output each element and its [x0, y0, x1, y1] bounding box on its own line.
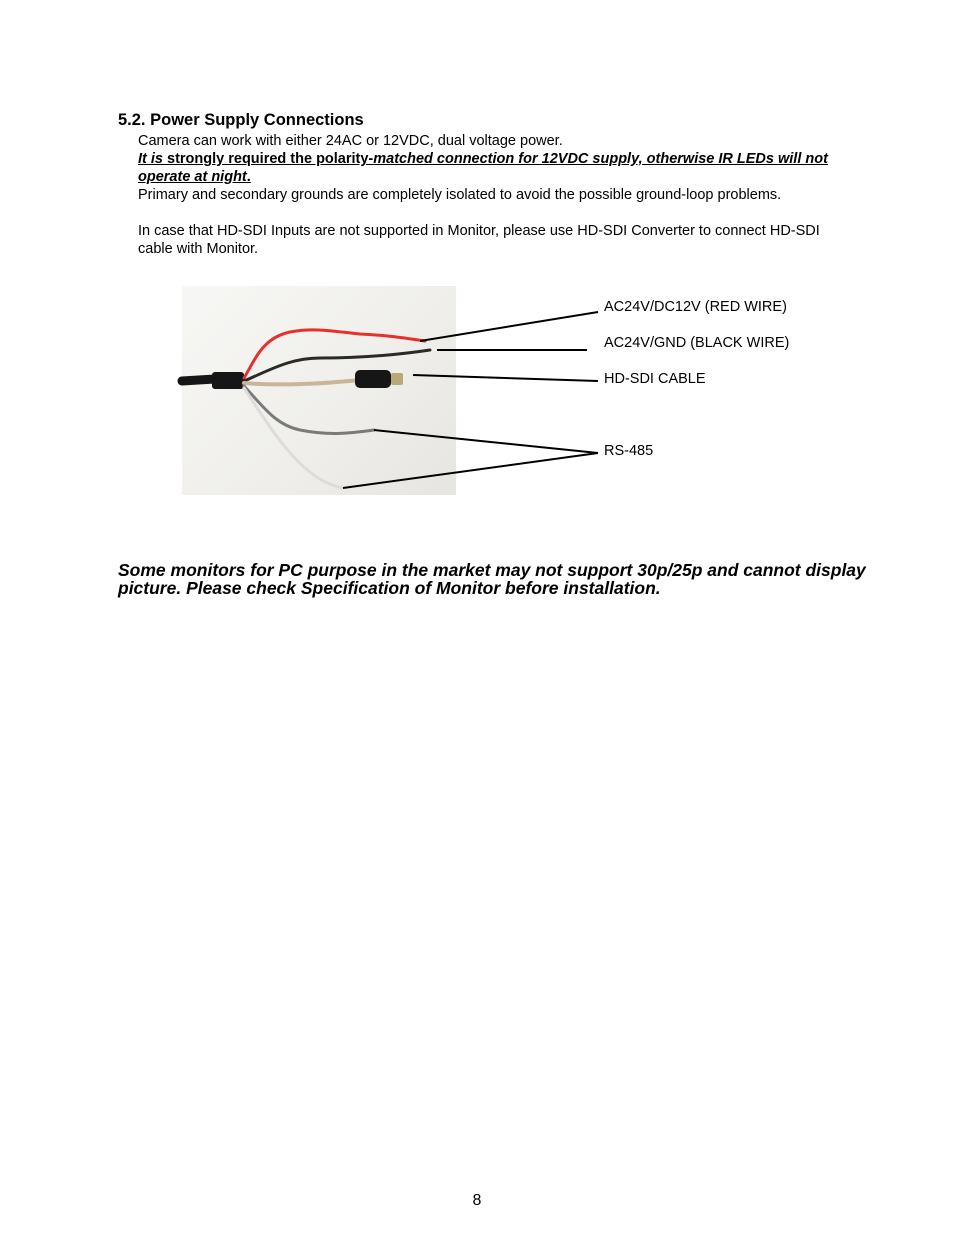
label-red-wire: AC24V/DC12V (RED WIRE): [604, 299, 787, 315]
label-black-wire: AC24V/GND (BLACK WIRE): [604, 335, 790, 351]
warning-part-3: matched connection for 12VDC supply, otherwise IR LEDs will not operate at night: [138, 151, 828, 185]
ground-paragraph: Primary and secondary grounds are completely isolated to avoid the possible ground-loop problems.: [138, 187, 782, 203]
voltage-paragraph: Camera can work with either 24AC or 12VDC, dual voltage power.: [138, 133, 563, 149]
label-hdsdi-cable: HD-SDI CABLE: [604, 371, 706, 387]
wiring-photo: [182, 286, 456, 495]
label-rs485: RS-485: [604, 443, 654, 459]
warning-part-4: .: [246, 169, 251, 185]
warning-part-2: strongly required the polarity-: [162, 151, 374, 167]
converter-paragraph: In case that HD-SDI Inputs are not supported in Monitor, please use HD-SDI Converter to connect HD-SDI cable with Monitor.: [138, 223, 820, 257]
page-number: 8: [472, 1192, 482, 1209]
section-heading: 5.2. Power Supply Connections: [118, 111, 364, 129]
polarity-warning: [138, 150, 858, 186]
monitor-note: Some monitors for PC purpose in the market may not support 30p/25p and cannot display picture. Please check Specification of Monitor before installation.: [118, 560, 866, 598]
warning-part-1: It is: [138, 151, 163, 167]
